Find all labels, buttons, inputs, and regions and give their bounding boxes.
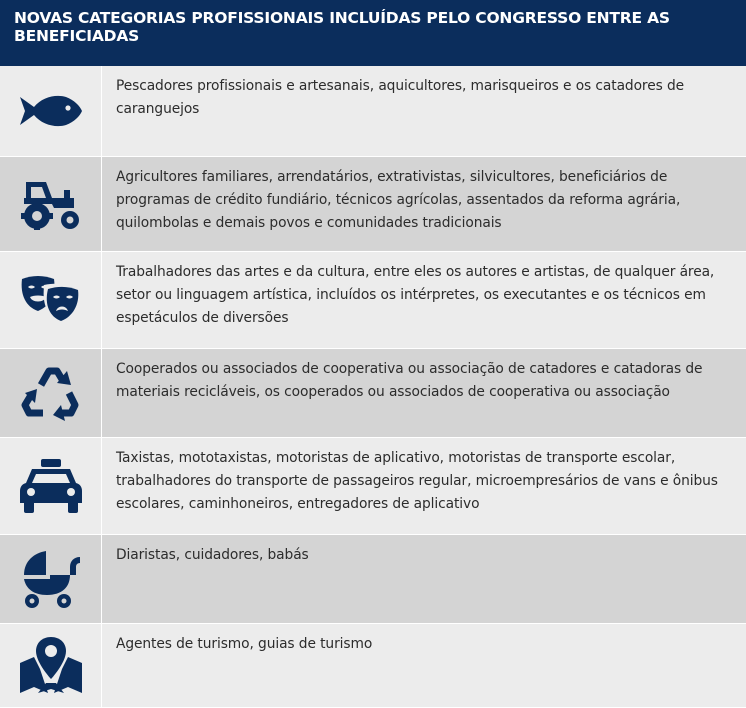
text-line: escolares, caminhoneiros, entregadores de aplicativo: [116, 493, 732, 516]
category-description: [102, 348, 746, 437]
icon-cell: [0, 437, 102, 534]
text-line: quilombolas e demais povos e comunidades tradicionais: [116, 212, 732, 235]
icon-cell: [0, 348, 102, 437]
icon-cell: [0, 534, 102, 623]
table-row: [0, 66, 746, 156]
category-description: [102, 156, 746, 251]
table-row: [0, 348, 746, 437]
table-header: [0, 0, 746, 66]
icon-cell: [0, 156, 102, 251]
baby-carriage-icon: [20, 549, 82, 609]
table-row: [0, 156, 746, 251]
text-line: Diaristas, cuidadores, babás: [116, 544, 732, 567]
text-line: Taxistas, mototaxistas, motoristas de aplicativo, motoristas de transporte escolar,: [116, 447, 732, 470]
text-line: trabalhadores do transporte de passageiros regular, microempresários de vans e ônibus: [116, 470, 732, 493]
category-description: [102, 534, 746, 623]
icon-cell: [0, 66, 102, 156]
text-line: Trabalhadores das artes e da cultura, entre eles os autores e artistas, de qualquer área,: [116, 261, 732, 284]
category-description: [102, 437, 746, 534]
header-title-line-1: NOVAS CATEGORIAS PROFISSIONAIS INCLUÍDAS PELO CONGRESSO ENTRE AS: [14, 9, 732, 27]
taxi-icon: [20, 459, 82, 513]
category-description: [102, 66, 746, 156]
text-line: materiais recicláveis, os cooperados ou associados de cooperativa ou associação: [116, 381, 732, 404]
fish-icon: [20, 94, 82, 128]
text-line: setor ou linguagem artística, incluídos os intérpretes, os executantes e os técnicos em: [116, 284, 732, 307]
icon-cell: [0, 251, 102, 348]
map-location-icon: [20, 635, 82, 695]
text-line: Agentes de turismo, guias de turismo: [116, 633, 732, 656]
text-line: Cooperados ou associados de cooperativa ou associação de catadores e catadoras de: [116, 358, 732, 381]
table-row: [0, 437, 746, 534]
category-description: [102, 623, 746, 707]
icon-cell: [0, 623, 102, 707]
recycle-icon: [19, 363, 83, 423]
text-line: caranguejos: [116, 98, 732, 121]
theater-masks-icon: [20, 275, 82, 325]
tractor-icon: [20, 178, 82, 230]
text-line: Pescadores profissionais e artesanais, aquicultores, marisqueiros e os catadores de: [116, 75, 732, 98]
header-title-line-2: BENEFICIADAS: [14, 27, 732, 45]
table-row: [0, 251, 746, 348]
text-line: espetáculos de diversões: [116, 307, 732, 330]
category-description: [102, 251, 746, 348]
table-row: [0, 534, 746, 623]
text-line: programas de crédito fundiário, técnicos agrícolas, assentados da reforma agrária,: [116, 189, 732, 212]
table-row: [0, 623, 746, 707]
text-line: Agricultores familiares, arrendatários, extrativistas, silvicultores, beneficiários de: [116, 166, 732, 189]
categories-table: [0, 66, 746, 708]
